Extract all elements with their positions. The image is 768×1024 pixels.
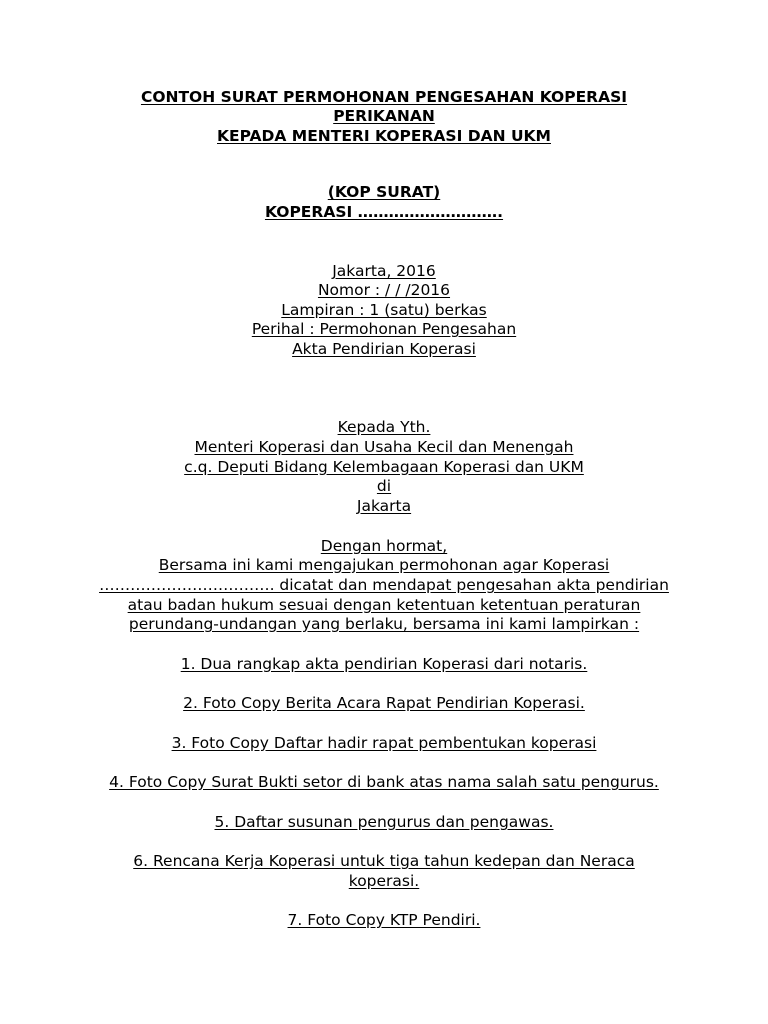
document-title-line-1: CONTOH SURAT PERMOHONAN PENGESAHAN KOPERASI: [140, 88, 628, 106]
body-greeting: Dengan hormat,: [320, 537, 448, 555]
recipient-di: di: [376, 477, 392, 495]
recipient-city: Jakarta: [356, 497, 412, 515]
attachment-item-5: 5. Daftar susunan pengurus dan pengawas.: [214, 813, 554, 831]
recipient-salutation: Kepada Yth.: [337, 418, 431, 436]
letterhead-koperasi-name: KOPERASI ……………………….: [264, 203, 504, 221]
letterhead-kop-surat: (KOP SURAT): [327, 183, 441, 201]
letter-attachment-count: Lampiran : 1 (satu) berkas: [281, 301, 487, 319]
recipient-minister: Menteri Koperasi dan Usaha Kecil dan Menengah: [194, 438, 574, 456]
attachment-item-2: 2. Foto Copy Berita Acara Rapat Pendirian Koperasi.: [183, 694, 585, 712]
attachment-item-4: 4. Foto Copy Surat Bukti setor di bank atas nama salah satu pengurus.: [109, 773, 659, 791]
document-title-line-2: PERIKANAN: [333, 107, 435, 125]
attachment-item-6-line-2: koperasi.: [348, 872, 420, 890]
attachment-item-7: 7. Foto Copy KTP Pendiri.: [287, 911, 481, 929]
body-paragraph-line-3: atau badan hukum sesuai dengan ketentuan ketentuan peraturan: [127, 596, 641, 614]
attachment-item-6-line-1: 6. Rencana Kerja Koperasi untuk tiga tahun kedepan dan Neraca: [133, 852, 635, 870]
body-paragraph-line-1: Bersama ini kami mengajukan permohonan agar Koperasi: [158, 556, 610, 574]
document-title-line-3: KEPADA MENTERI KOPERASI DAN UKM: [217, 127, 551, 145]
letter-subject-line-1: Perihal : Permohonan Pengesahan: [251, 320, 517, 338]
body-paragraph-line-4: perundang-undangan yang berlaku, bersama ini kami lampirkan :: [128, 615, 640, 633]
attachment-item-3: 3. Foto Copy Daftar hadir rapat pembentukan koperasi: [171, 734, 597, 752]
body-paragraph-line-2: ……………………………. dicatat dan mendapat pengesahan akta pendirian: [99, 576, 669, 594]
recipient-deputy: c.q. Deputi Bidang Kelembagaan Koperasi dan UKM: [184, 458, 584, 476]
letter-subject-line-2: Akta Pendirian Koperasi: [292, 340, 476, 358]
letter-number: Nomor : / / /2016: [317, 281, 451, 299]
attachment-item-1: 1. Dua rangkap akta pendirian Koperasi dari notaris.: [180, 655, 588, 673]
letter-place-date: Jakarta, 2016: [332, 262, 436, 280]
